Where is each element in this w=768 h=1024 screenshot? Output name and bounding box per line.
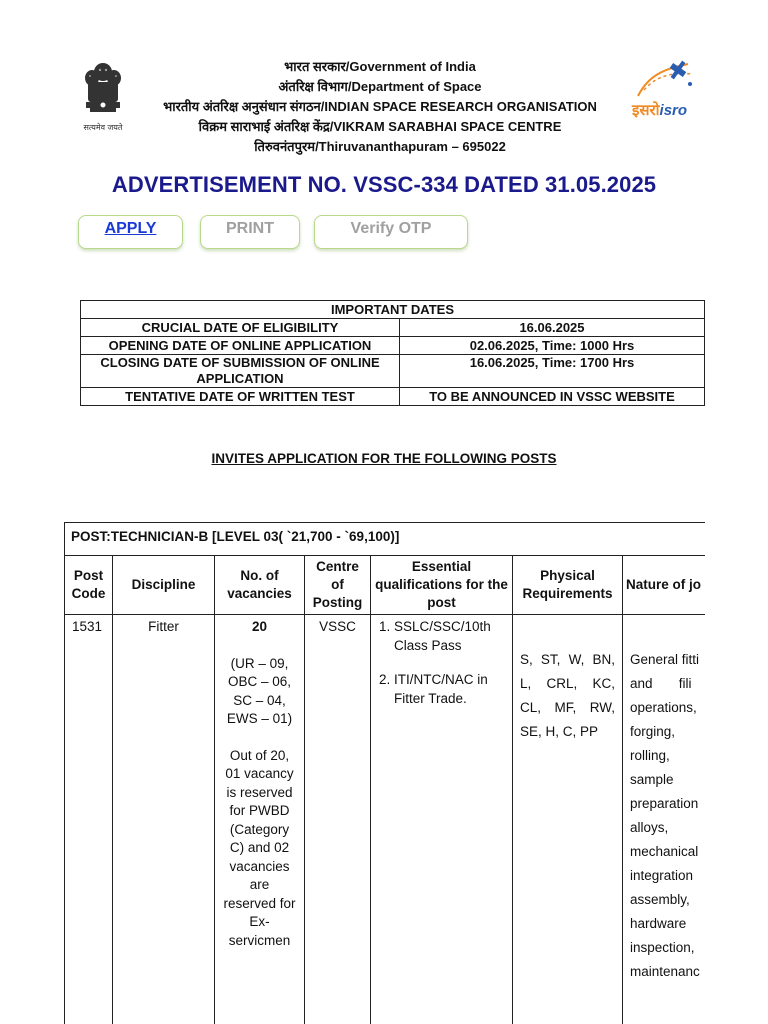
nature-line: mechanical (630, 844, 699, 859)
date-value: 02.06.2025, Time: 1000 Hrs (400, 337, 705, 355)
advertisement-title: ADVERTISEMENT NO. VSSC-334 DATED 31.05.2025 (111, 172, 657, 197)
centre-cell (305, 615, 371, 1024)
qualifications-list (372, 616, 511, 726)
header-line-department: अंतरिक्ष विभाग/Department of Space (278, 79, 482, 94)
header-nature: Nature of jo (623, 556, 706, 615)
vacancies-cell (215, 615, 305, 1024)
nature-line: sample (630, 772, 674, 787)
apply-button[interactable]: APPLY (78, 215, 183, 249)
nature-line: preparation (630, 796, 699, 811)
posts-header-row (65, 556, 706, 615)
emblem-motto: सत्यमेव जयते (83, 123, 123, 132)
organisation-header (130, 57, 630, 157)
nature-line: forging, (630, 724, 676, 739)
qualification-item: 2. ITI/NTC/NAC in Fitter Trade. (394, 671, 505, 708)
table-row (81, 319, 705, 337)
header-post-code: Post Code (65, 556, 113, 615)
discipline: Fitter (148, 619, 179, 634)
nature-cell (623, 615, 706, 1024)
print-button[interactable]: PRINT (200, 215, 300, 249)
isro-logo-english: isro (659, 102, 688, 119)
header-discipline: Discipline (113, 556, 215, 615)
header-line-vssc: विक्रम साराभाई अंतरिक्ष केंद्र/VIKRAM SARABHAI SPACE CENTRE (198, 119, 562, 134)
date-label: TENTATIVE DATE OF WRITTEN TEST (81, 388, 400, 406)
centre: VSSC (319, 619, 356, 634)
nature-of-job (624, 616, 705, 986)
posts-table-container (64, 522, 705, 1024)
header-line-isro: भारतीय अंतरिक्ष अनुसंधान संगठन/INDIAN SPACE RESEARCH ORGANISATION (163, 99, 597, 114)
header-line-government: भारत सरकार/Government of India (284, 59, 476, 74)
table-row (81, 388, 705, 406)
nature-line: General fitti (630, 652, 700, 667)
vacancies-total: 20 (251, 619, 268, 634)
date-label: CRUCIAL DATE OF ELIGIBILITY (81, 319, 400, 337)
isro-logo-hindi: इसरो (632, 102, 660, 119)
nature-line: inspection, (630, 940, 695, 955)
nature-line: maintenanc (630, 964, 700, 979)
nature-line: hardware (630, 916, 687, 931)
table-row (81, 355, 705, 388)
table-row (81, 337, 705, 355)
header-physical: Physical Requirements (513, 556, 623, 615)
post-title: POST:TECHNICIAN-B [LEVEL 03( `21,700 - `69,100)] (65, 523, 706, 556)
post-title-row (65, 523, 706, 556)
date-label: CLOSING DATE OF SUBMISSION OF ONLINE APPLICATION (81, 355, 400, 388)
post-code: 1531 (72, 619, 103, 634)
nature-line: and fili (630, 676, 692, 691)
nature-line: integration (630, 868, 694, 883)
post-code-cell (65, 615, 113, 1024)
verify-otp-button[interactable]: Verify OTP (314, 215, 468, 249)
nature-line: rolling, (630, 748, 670, 763)
invites-heading: INVITES APPLICATION FOR THE FOLLOWING POSTS (211, 451, 557, 466)
date-value: TO BE ANNOUNCED IN VSSC WEBSITE (400, 388, 705, 406)
header-vacancies: No. of vacancies (215, 556, 305, 615)
important-dates-table (80, 300, 705, 406)
nature-line: operations, (630, 700, 697, 715)
header-qualifications: Essential qualifications for the post (371, 556, 513, 615)
qualifications-cell (371, 615, 513, 1024)
posts-table (64, 522, 705, 1024)
vacancies-note: Out of 20, 01 vacancy is reserved for PWBD (Category C) and 02 vacancies are reserved for Ex-servicmen (223, 747, 296, 948)
date-label: OPENING DATE OF ONLINE APPLICATION (81, 337, 400, 355)
vacancies-breakup: (UR – 09, OBC – 06, SC – 04, EWS – 01) (226, 655, 293, 726)
dates-heading-row (81, 301, 705, 319)
table-row (65, 615, 706, 1024)
dates-heading: IMPORTANT DATES (81, 301, 705, 319)
date-value: 16.06.2025 (400, 319, 705, 337)
date-value: 16.06.2025, Time: 1700 Hrs (400, 355, 705, 388)
nature-line: alloys, (630, 820, 669, 835)
nature-line: assembly, (630, 892, 690, 907)
qualification-item: 1. SSLC/SSC/10th Class Pass (394, 618, 505, 655)
header-centre: Centre of Posting (305, 556, 371, 615)
isro-logo-text (632, 100, 712, 120)
physical-cell (513, 615, 623, 1024)
physical-requirements: S, ST, W, BN, L, CRL, KC, CL, MF, RW, SE, H, C, PP (520, 652, 615, 739)
header-line-city: तिरुवनंतपुरम/Thiruvananthapuram – 695022 (254, 139, 506, 154)
discipline-cell (113, 615, 215, 1024)
